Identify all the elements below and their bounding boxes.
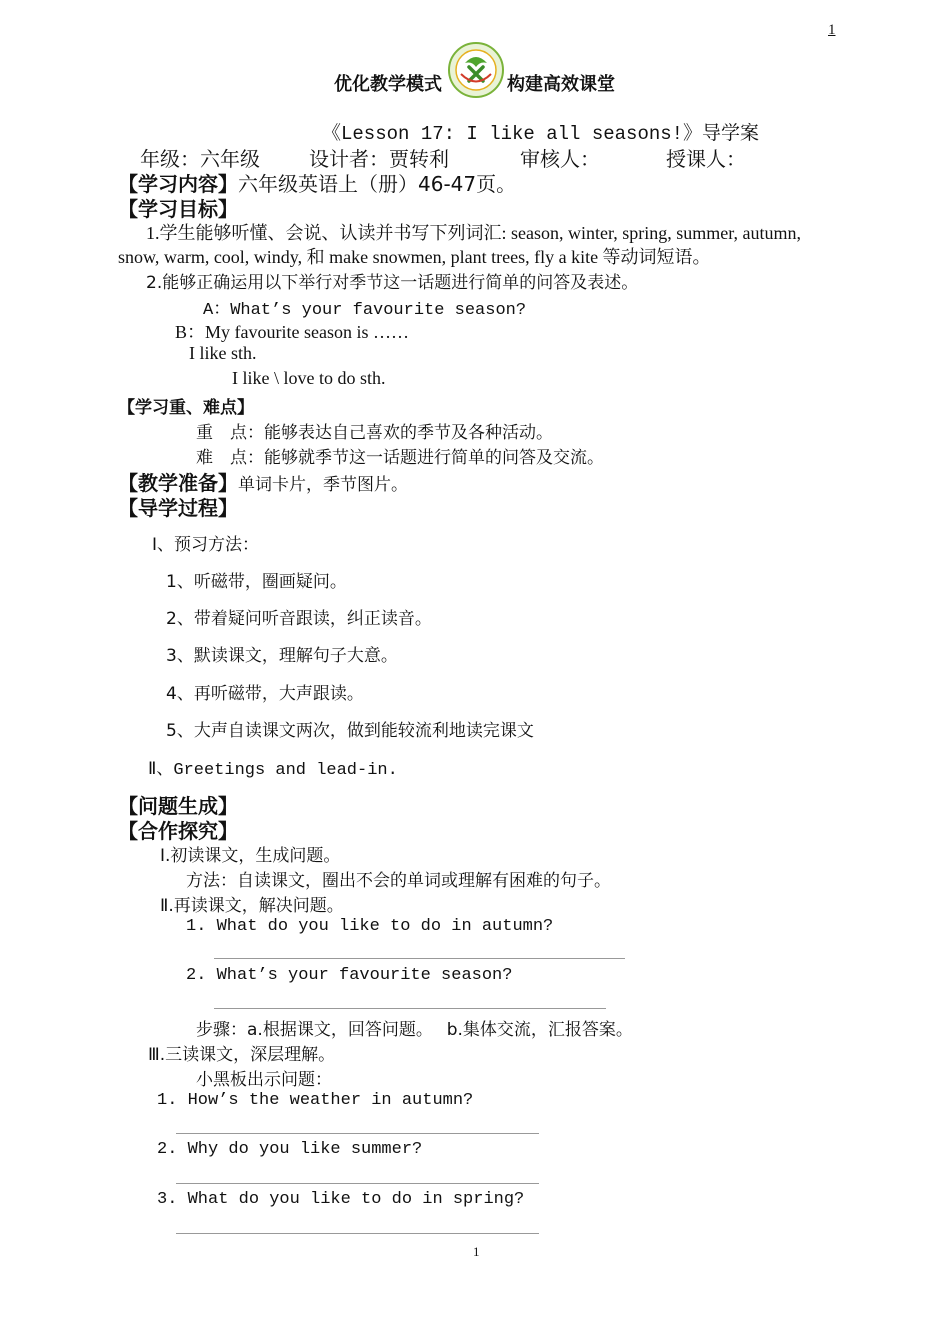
explore-read-3-board: 小黑板出示问题： xyxy=(196,1070,332,1090)
explore-read-1: Ⅰ.初读课文，生成问题。 xyxy=(160,846,341,866)
goal-1-line-2: snow, warm, cool, windy, 和 make snowmen, plant trees, fly a kite 等动词短语。 xyxy=(118,247,711,267)
process-step-2: 2、带着疑问听音跟读，纠正读音。 xyxy=(166,609,432,629)
answer-line[interactable] xyxy=(176,1133,539,1134)
answer-line[interactable] xyxy=(176,1183,539,1184)
header-left-slogan: 优化教学模式 xyxy=(334,74,442,95)
goal-2: 2.能够正确运用以下举行对季节这一话题进行简单的问答及表述。 xyxy=(146,273,639,293)
process-step-4: 4、再听磁带，大声跟读。 xyxy=(166,684,364,704)
goal-1-line-1: 1.学生能够听懂、会说、认读并书写下列词汇: season, winter, spring, summer, autumn, xyxy=(146,223,802,243)
meta-grade: 年级：六年级 xyxy=(140,147,260,171)
process-section-2: Ⅱ、Greetings and lead-in. xyxy=(148,761,398,780)
explore-read-2-question-2: 2. What’s your favourite season? xyxy=(186,966,513,985)
goal-example-like-to-do: I like \ love to do sth. xyxy=(232,368,386,388)
header-right-slogan: 构建高效课堂 xyxy=(507,74,615,95)
process-section-1: Ⅰ、预习方法： xyxy=(152,535,260,555)
learning-content-label: 【学习内容】 xyxy=(118,172,238,196)
explore-read-3-question-2: 2. Why do you like summer? xyxy=(157,1140,423,1159)
process-label: 【导学过程】 xyxy=(118,496,238,520)
school-logo-icon xyxy=(447,41,505,99)
keypoint-difficult: 难 点：能够就季节这一话题进行简单的问答及交流。 xyxy=(196,448,604,468)
questions-label: 【问题生成】 xyxy=(118,794,238,818)
explore-read-3: Ⅲ.三读课文，深层理解。 xyxy=(148,1045,336,1065)
keypoint-key: 重 点：能够表达自己喜欢的季节及各种活动。 xyxy=(196,423,553,443)
answer-line[interactable] xyxy=(176,1233,539,1234)
process-step-5: 5、大声自读课文两次，做到能较流利地读完课文 xyxy=(166,721,534,741)
process-step-1: 1、听磁带，圈画疑问。 xyxy=(166,572,347,592)
explore-read-2-question-1: 1. What do you like to do in autumn? xyxy=(186,917,554,936)
learning-content-text: 六年级英语上（册）46-47页。 xyxy=(238,172,517,196)
meta-reviewer: 审核人： xyxy=(520,147,600,171)
explore-read-3-question-3: 3. What do you like to do in spring? xyxy=(157,1190,525,1209)
answer-line[interactable] xyxy=(214,958,625,959)
meta-designer: 设计者：贾转利 xyxy=(309,147,449,171)
goal-example-like-sth: I like sth. xyxy=(189,343,257,363)
document-title: 《Lesson 17: I like all seasons!》导学案 xyxy=(322,123,760,145)
process-step-3: 3、默读课文，理解句子大意。 xyxy=(166,646,398,666)
meta-teacher: 授课人： xyxy=(666,147,746,171)
learning-goals-label: 【学习目标】 xyxy=(118,197,238,221)
explore-read-1-method: 方法：自读课文，圈出不会的单词或理解有困难的句子。 xyxy=(186,871,611,891)
goal-example-a: A：What’s your favourite season? xyxy=(203,301,527,320)
explore-read-2: Ⅱ.再读课文，解决问题。 xyxy=(160,896,344,916)
explore-read-3-question-1: 1. How’s the weather in autumn? xyxy=(157,1091,474,1110)
teaching-prep-label: 【教学准备】 xyxy=(118,471,238,495)
answer-line[interactable] xyxy=(214,1008,606,1009)
top-page-number: 1 xyxy=(828,22,836,38)
bottom-page-number: 1 xyxy=(473,1244,480,1259)
keypoints-label: 【学习重、难点】 xyxy=(118,398,254,418)
teaching-prep-text: 单词卡片，季节图片。 xyxy=(238,475,408,495)
goal-example-b: B：My favourite season is …… xyxy=(175,322,409,342)
explore-read-2-steps: 步骤：a.根据课文，回答问题。 b.集体交流，汇报答案。 xyxy=(196,1020,633,1040)
explore-label: 【合作探究】 xyxy=(118,819,238,843)
